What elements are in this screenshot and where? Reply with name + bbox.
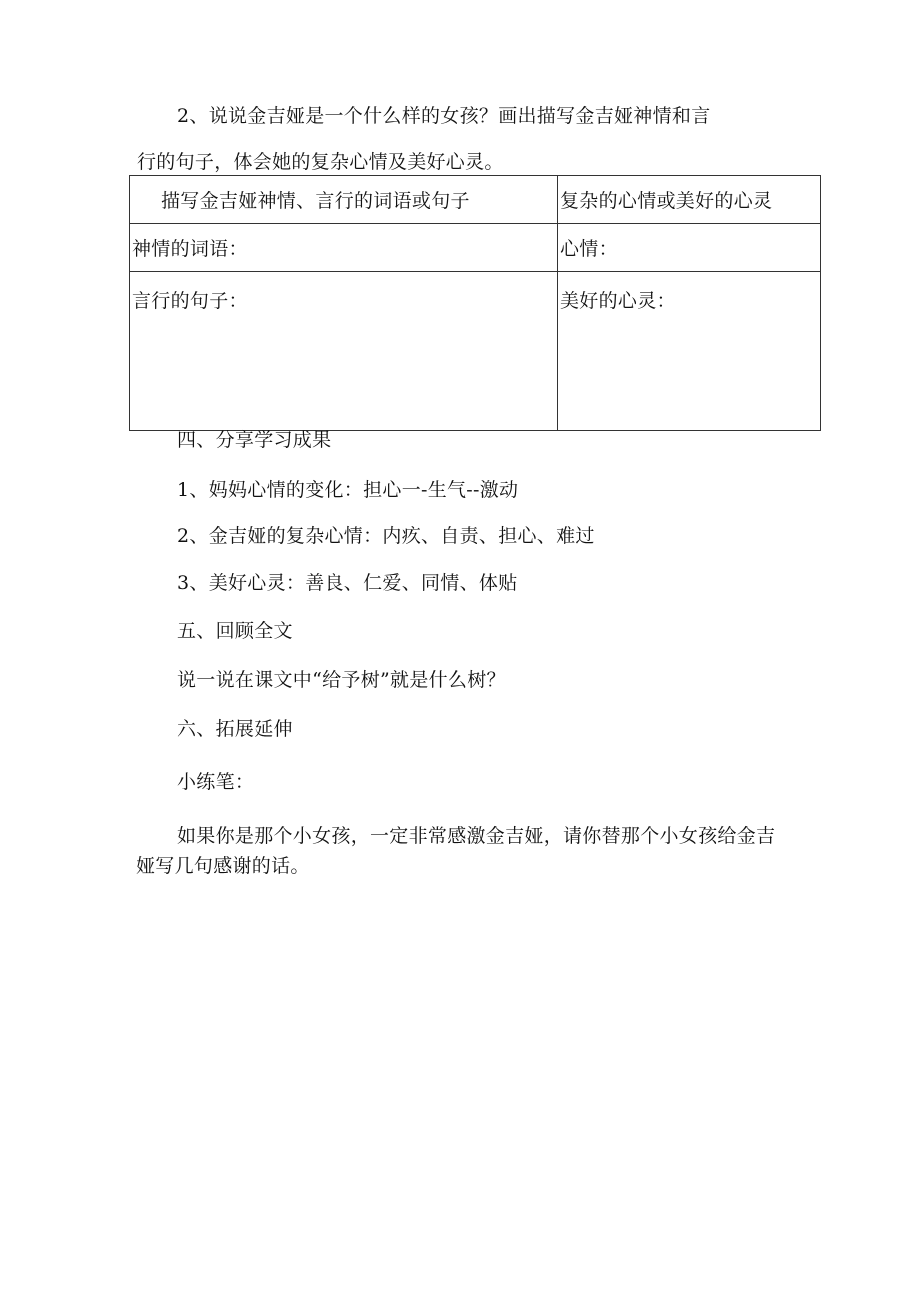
table-row — [130, 272, 821, 431]
table-cell: 言行的句子： — [130, 272, 558, 431]
section-heading-share: 四、分享学习成果 — [177, 429, 332, 451]
table-header-row — [130, 176, 821, 224]
table-row — [130, 224, 821, 272]
section-heading-extend: 六、拓展延伸 — [177, 718, 293, 740]
table-cell: 美好的心灵： — [558, 272, 821, 431]
share-item: 3、美好心灵：善良、仁爱、同情、体贴 — [177, 572, 518, 594]
section-heading-review: 五、回顾全文 — [177, 620, 293, 642]
practice-label: 小练笔： — [177, 771, 255, 793]
practice-prompt: 如果你是那个小女孩，一定非常感激金吉娅，请你替那个小女孩给金吉娅写几句感谢的话。 — [136, 825, 776, 877]
worksheet-table — [129, 175, 821, 431]
table-header-cell: 复杂的心情或美好的心灵 — [558, 176, 821, 224]
share-item: 2、金吉娅的复杂心情：内疚、自责、担心、难过 — [177, 525, 595, 547]
table-header-cell: 描写金吉娅神情、言行的词语或句子 — [130, 176, 558, 224]
table-cell: 神情的词语： — [130, 224, 558, 272]
review-question: 说一说在课文中“给予树”就是什么树？ — [177, 669, 506, 691]
question-line-2: 行的句子，体会她的复杂心情及美好心灵。 — [137, 151, 504, 173]
question-line-1: 2、说说金吉娅是一个什么样的女孩？画出描写金吉娅神情和言 — [177, 105, 711, 127]
share-item: 1、妈妈心情的变化：担心一-生气--激动 — [177, 479, 519, 501]
table-cell: 心情： — [558, 224, 821, 272]
